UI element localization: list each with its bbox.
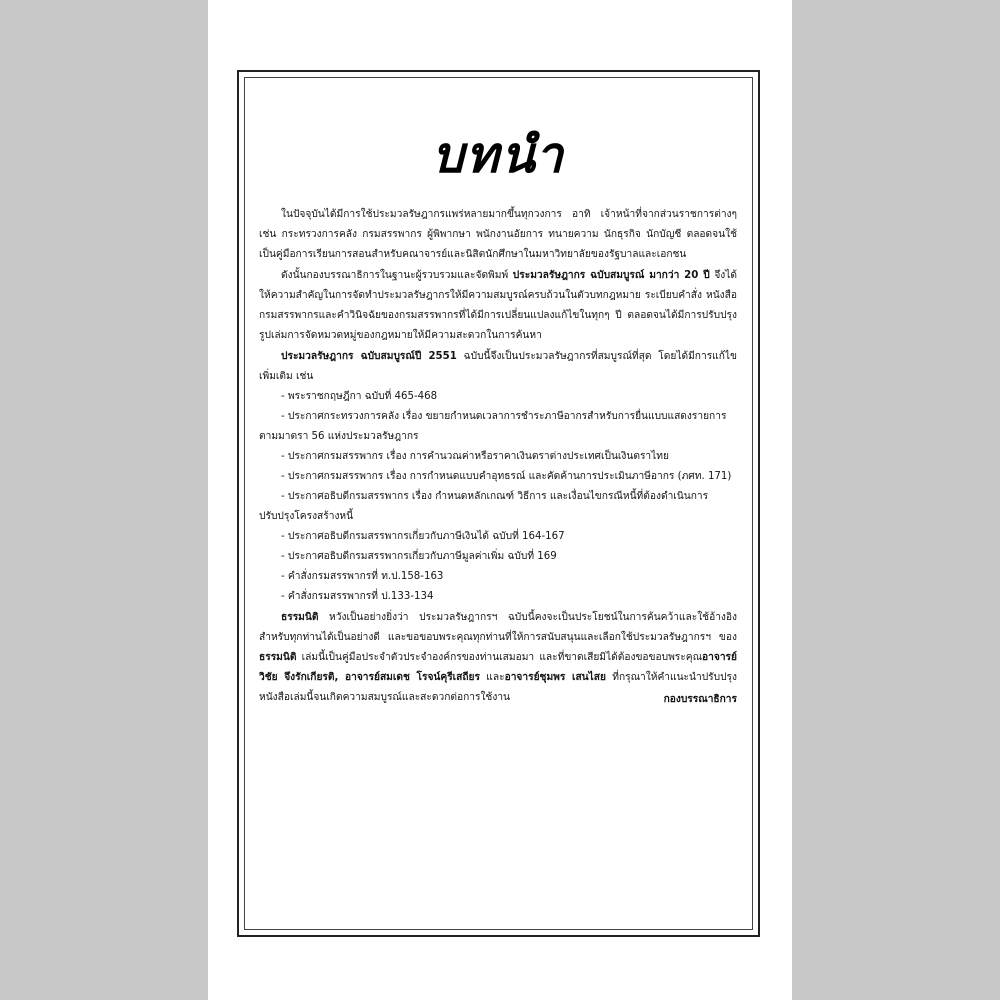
amendment-item: - ประกาศอธิบดีกรมสรรพากรเกี่ยวกับภาษีมูลค่าเพิ่ม ฉบับที่ 169 xyxy=(281,551,557,562)
intro-paragraph: ในปัจจุบันได้มีการใช้ประมวลรัษฎากรแพร่หลายมากขึ้นทุกวงการ อาทิ เจ้าหน้าที่จากส่วนราชการต่างๆ เช่น กระทรวงการคลัง กรมสรรพากร ผู้พิพากษา พนักงานอัยการ ทนายความ นักธุรกิจ นักบัญชี ตลอดจนใช้เป็นคู่มือการเรียนการสอนสำหรับคณาจารย์และนิสิตนักศึกษาในมหาวิทยาลัยของรัฐบาลและเอกชน xyxy=(259,209,737,260)
closing-text-4: ที่กรุณาให้คำแนะนำปรับปรุงหนังสือเล่มนี้จนเกิดความสมบูรณ์และสะดวกต่อการใช้งาน xyxy=(259,672,738,703)
amendment-item: - คำสั่งกรมสรรพากรที่ ป.133-134 xyxy=(281,591,434,602)
edition-paragraph xyxy=(259,347,737,387)
acknowledged-name-bold: อาจารย์ชุมพร เสนไสย xyxy=(504,672,606,683)
amendment-item: - ประกาศกรมสรรพากร เรื่อง การกำหนดแบบคำอุทธรณ์ และคัดค้านการประเมินภาษีอากร (ภศท. 171) xyxy=(281,471,732,482)
editorial-paragraph xyxy=(259,266,737,346)
background-left xyxy=(0,0,208,1000)
closing-text-1: หวังเป็นอย่างยิ่งว่า ประมวลรัษฎากรฯ ฉบับนี้คงจะเป็นประโยชน์ในการค้นคว้าและใช้อ้างอิงสำหรับทุกท่านได้เป็นอย่างดี และขอขอบพระคุณทุกท่านที่ให้การสนับสนุนและเลือกใช้ประมวลรัษฎากรฯ ของ xyxy=(259,612,737,643)
closing-text-2: เล่มนี้เป็นคู่มือประจำตัวประจำองค์กรของท่านเสมอมา และที่ขาดเสียมิได้ต้องขอขอบพระคุณ xyxy=(296,652,703,663)
amendment-item: - ประกาศอธิบดีกรมสรรพากร เรื่อง กำหนดหลักเกณฑ์ วิธีการ และเงื่อนไขกรณีหนี้ที่ต้องดำเนินการปรับปรุงโครงสร้างหนี้ xyxy=(259,491,709,522)
edition-paragraph-text: ฉบับนี้จึงเป็นประมวลรัษฎากรที่สมบูรณ์ที่สุด โดยได้มีการแก้ไขเพิ่มเติม เช่น xyxy=(259,351,737,382)
acknowledged-names-bold: อาจารย์วิชัย จึงรักเกียรติ, อาจารย์สมเดช โรจน์คุรีเสถียร xyxy=(259,652,737,683)
publisher-name-bold: ธรรมนิติ xyxy=(259,652,297,663)
amendment-item: - พระราชกฤษฎีกา ฉบับที่ 465-468 xyxy=(281,391,438,402)
page-title: บทนำ xyxy=(432,125,565,184)
editorial-paragraph-text-1: ดังนั้นกองบรรณาธิการในฐานะผู้รวบรวมและจัดพิมพ์ xyxy=(281,270,513,281)
editorial-paragraph-text-2: จึงได้ให้ความสำคัญในการจัดทำประมวลรัษฎากรให้มีความสมบูรณ์ครบถ้วนในตัวบทกฎหมาย ระเบียบคำสั่ง หนังสือกรมสรรพากรและคำวินิจฉัยของกรมสรรพากรที่ได้มีการเปลี่ยนแปลงแก้ไขในทุกๆ ปี ตลอดจนได้มีการปรับปรุงรูปเล่มการจัดหมวดหมู่ของกฎหมายให้มีความสะดวกในการค้นหา xyxy=(259,270,737,341)
amendment-item: - ประกาศอธิบดีกรมสรรพากรเกี่ยวกับภาษีเงินได้ ฉบับที่ 164-167 xyxy=(281,531,565,542)
edition-title-bold: ประมวลรัษฎากร ฉบับสมบูรณ์ปี 2551 xyxy=(281,351,457,362)
amendment-item: - ประกาศกรมสรรพากร เรื่อง การคำนวณค่าหรือราคาเงินตราต่างประเทศเป็นเงินตราไทย xyxy=(281,451,669,462)
amendment-item: - คำสั่งกรมสรรพากรที่ ท.ป.158-163 xyxy=(281,571,444,582)
book-title-bold: ประมวลรัษฎากร ฉบับสมบูรณ์ มากว่า 20 ปี xyxy=(512,270,710,281)
amendment-item: - ประกาศกระทรวงการคลัง เรื่อง ขยายกำหนดเวลาการชำระภาษีอากรสำหรับการยื่นแบบแสดงรายการ ตามมาตรา 56 แห่งประมวลรัษฎากร xyxy=(259,411,727,442)
document-body xyxy=(259,205,737,708)
publisher-name-bold: ธรรมนิติ xyxy=(281,612,319,623)
closing-text-3: และ xyxy=(479,672,505,683)
editorial-signature: กองบรรณาธิการ xyxy=(663,694,737,705)
background-right xyxy=(792,0,1000,1000)
